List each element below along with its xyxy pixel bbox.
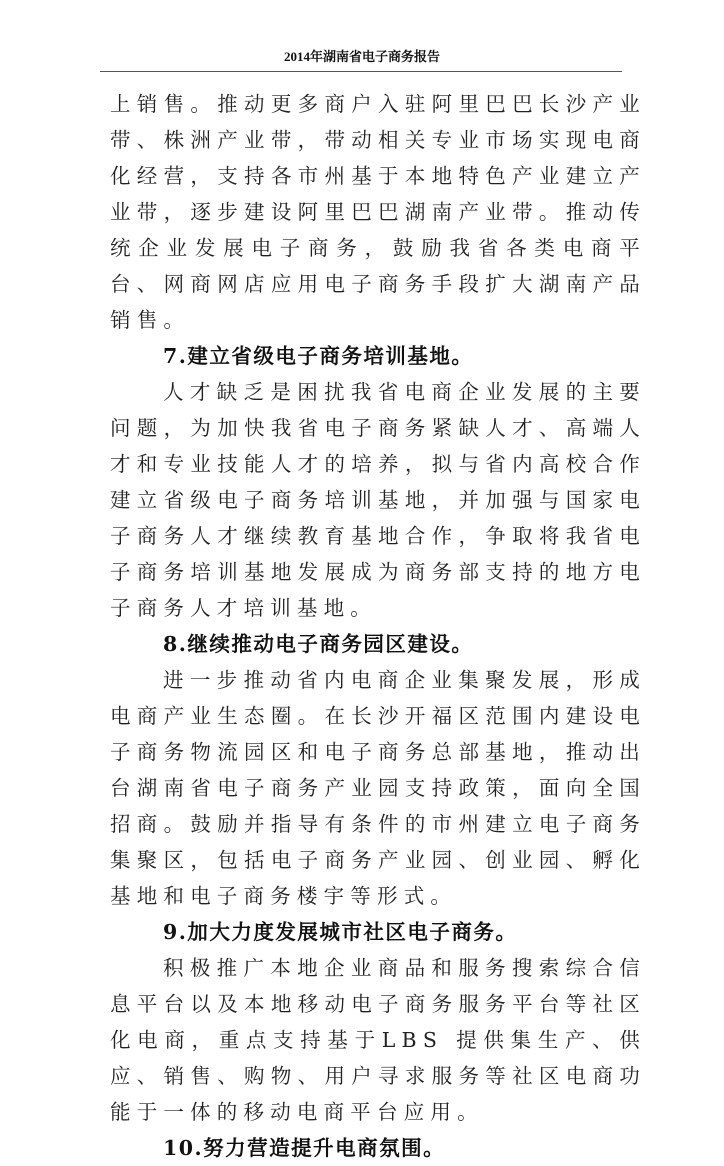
paragraph-training-base: 人才缺乏是困扰我省电商企业发展的主要问题，为加快我省电子商务紧缺人才、高端人才和专业技能人才的培养，拟与省内高校合作建立省级电子商务培训基地，并加强与国家电子商务人才继续教育基地合作，争取将我省电子商务培训基地发展成为商务部支持的地方电子商务人才培训基地。 (110, 380, 646, 620)
section-heading-10: 10.努力营造提升电商氛围。 (163, 1136, 446, 1160)
document-body (110, 86, 646, 1166)
section-heading-8: 8.继续推动电子商务园区建设。 (163, 632, 474, 656)
paragraph-community-ecommerce: 积极推广本地企业商品和服务搜索综合信息平台以及本地移动电子商务服务平台等社区化电商，重点支持基于LBS 提供集生产、供应、销售、购物、用户寻求服务等社区电商功能于一体的移动电商平台应用。 (110, 956, 646, 1124)
page-header-title: 2014年湖南省电子商务报告 (283, 49, 440, 64)
paragraph-industrial-park: 进一步推动省内电商企业集聚发展，形成电商产业生态圈。在长沙开福区范围内建设电子商务物流园区和电子商务总部基地，推动出台湖南省电子商务产业园支持政策，面向全国招商。鼓励并指导有条件的市州建立电子商务集聚区，包括电子商务产业园、创业园、孵化基地和电子商务楼宇等形式。 (110, 668, 646, 908)
section-heading-9: 9.加大力度发展城市社区电子商务。 (163, 920, 518, 944)
paragraph-continuation: 上销售。推动更多商户入驻阿里巴巴长沙产业带、株洲产业带，带动相关专业市场实现电商化经营，支持各市州基于本地特色产业建立产业带，逐步建设阿里巴巴湖南产业带。推动传统企业发展电子商务，鼓励我省各类电商平台、网商网店应用电子商务手段扩大湖南产品销售。 (110, 92, 646, 332)
header-divider (100, 71, 622, 72)
section-heading-7: 7.建立省级电子商务培训基地。 (163, 344, 474, 368)
